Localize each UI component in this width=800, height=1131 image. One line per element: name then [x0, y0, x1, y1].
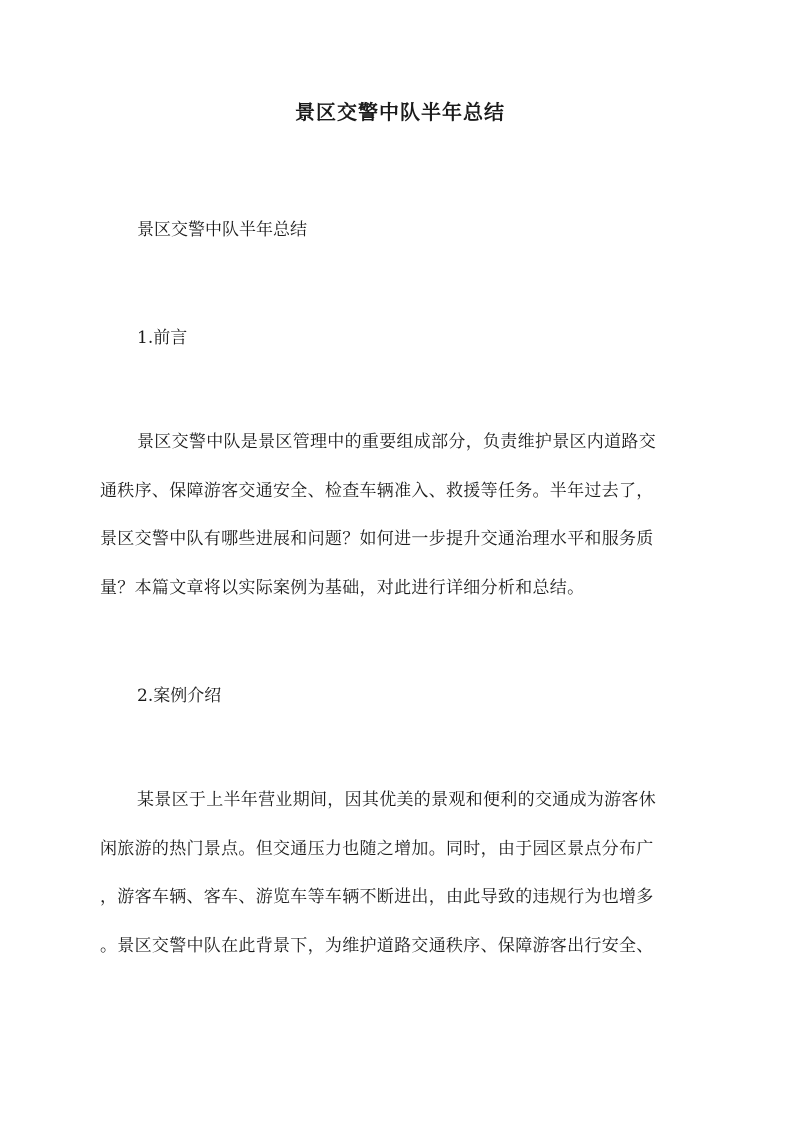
paragraph-line: 通秩序、保障游客交通安全、检查车辆准入、救援等任务。半年过去了， [100, 480, 654, 501]
intro-paragraph [100, 430, 656, 624]
paragraph-line: 量？本篇文章将以实际案例为基础，对此进行详细分析和总结。 [100, 577, 585, 598]
paragraph-line: 闲旅游的热门景点。但交通压力也随之增加。同时，由于园区景点分布广 [100, 838, 654, 859]
document-subtitle: 景区交警中队半年总结 [137, 220, 307, 240]
section-heading-intro: 1.前言 [137, 328, 188, 348]
case-paragraph [100, 788, 656, 982]
paragraph-line: 景区交警中队是景区管理中的重要组成部分，负责维护景区内道路交 [137, 432, 656, 452]
section-heading-case: 2.案例介绍 [137, 686, 222, 706]
document-title: 景区交警中队半年总结 [295, 100, 505, 124]
paragraph-line: 景区交警中队有哪些进展和问题？如何进一步提升交通治理水平和服务质 [100, 529, 654, 549]
paragraph-line: ，游客车辆、客车、游览车等车辆不断进出，由此导致的违规行为也增多 [100, 887, 654, 907]
paragraph-line: 。景区交警中队在此背景下，为维护道路交通秩序、保障游客出行安全、 [100, 935, 654, 956]
paragraph-line: 某景区于上半年营业期间，因其优美的景观和便利的交通成为游客休 [137, 790, 656, 810]
